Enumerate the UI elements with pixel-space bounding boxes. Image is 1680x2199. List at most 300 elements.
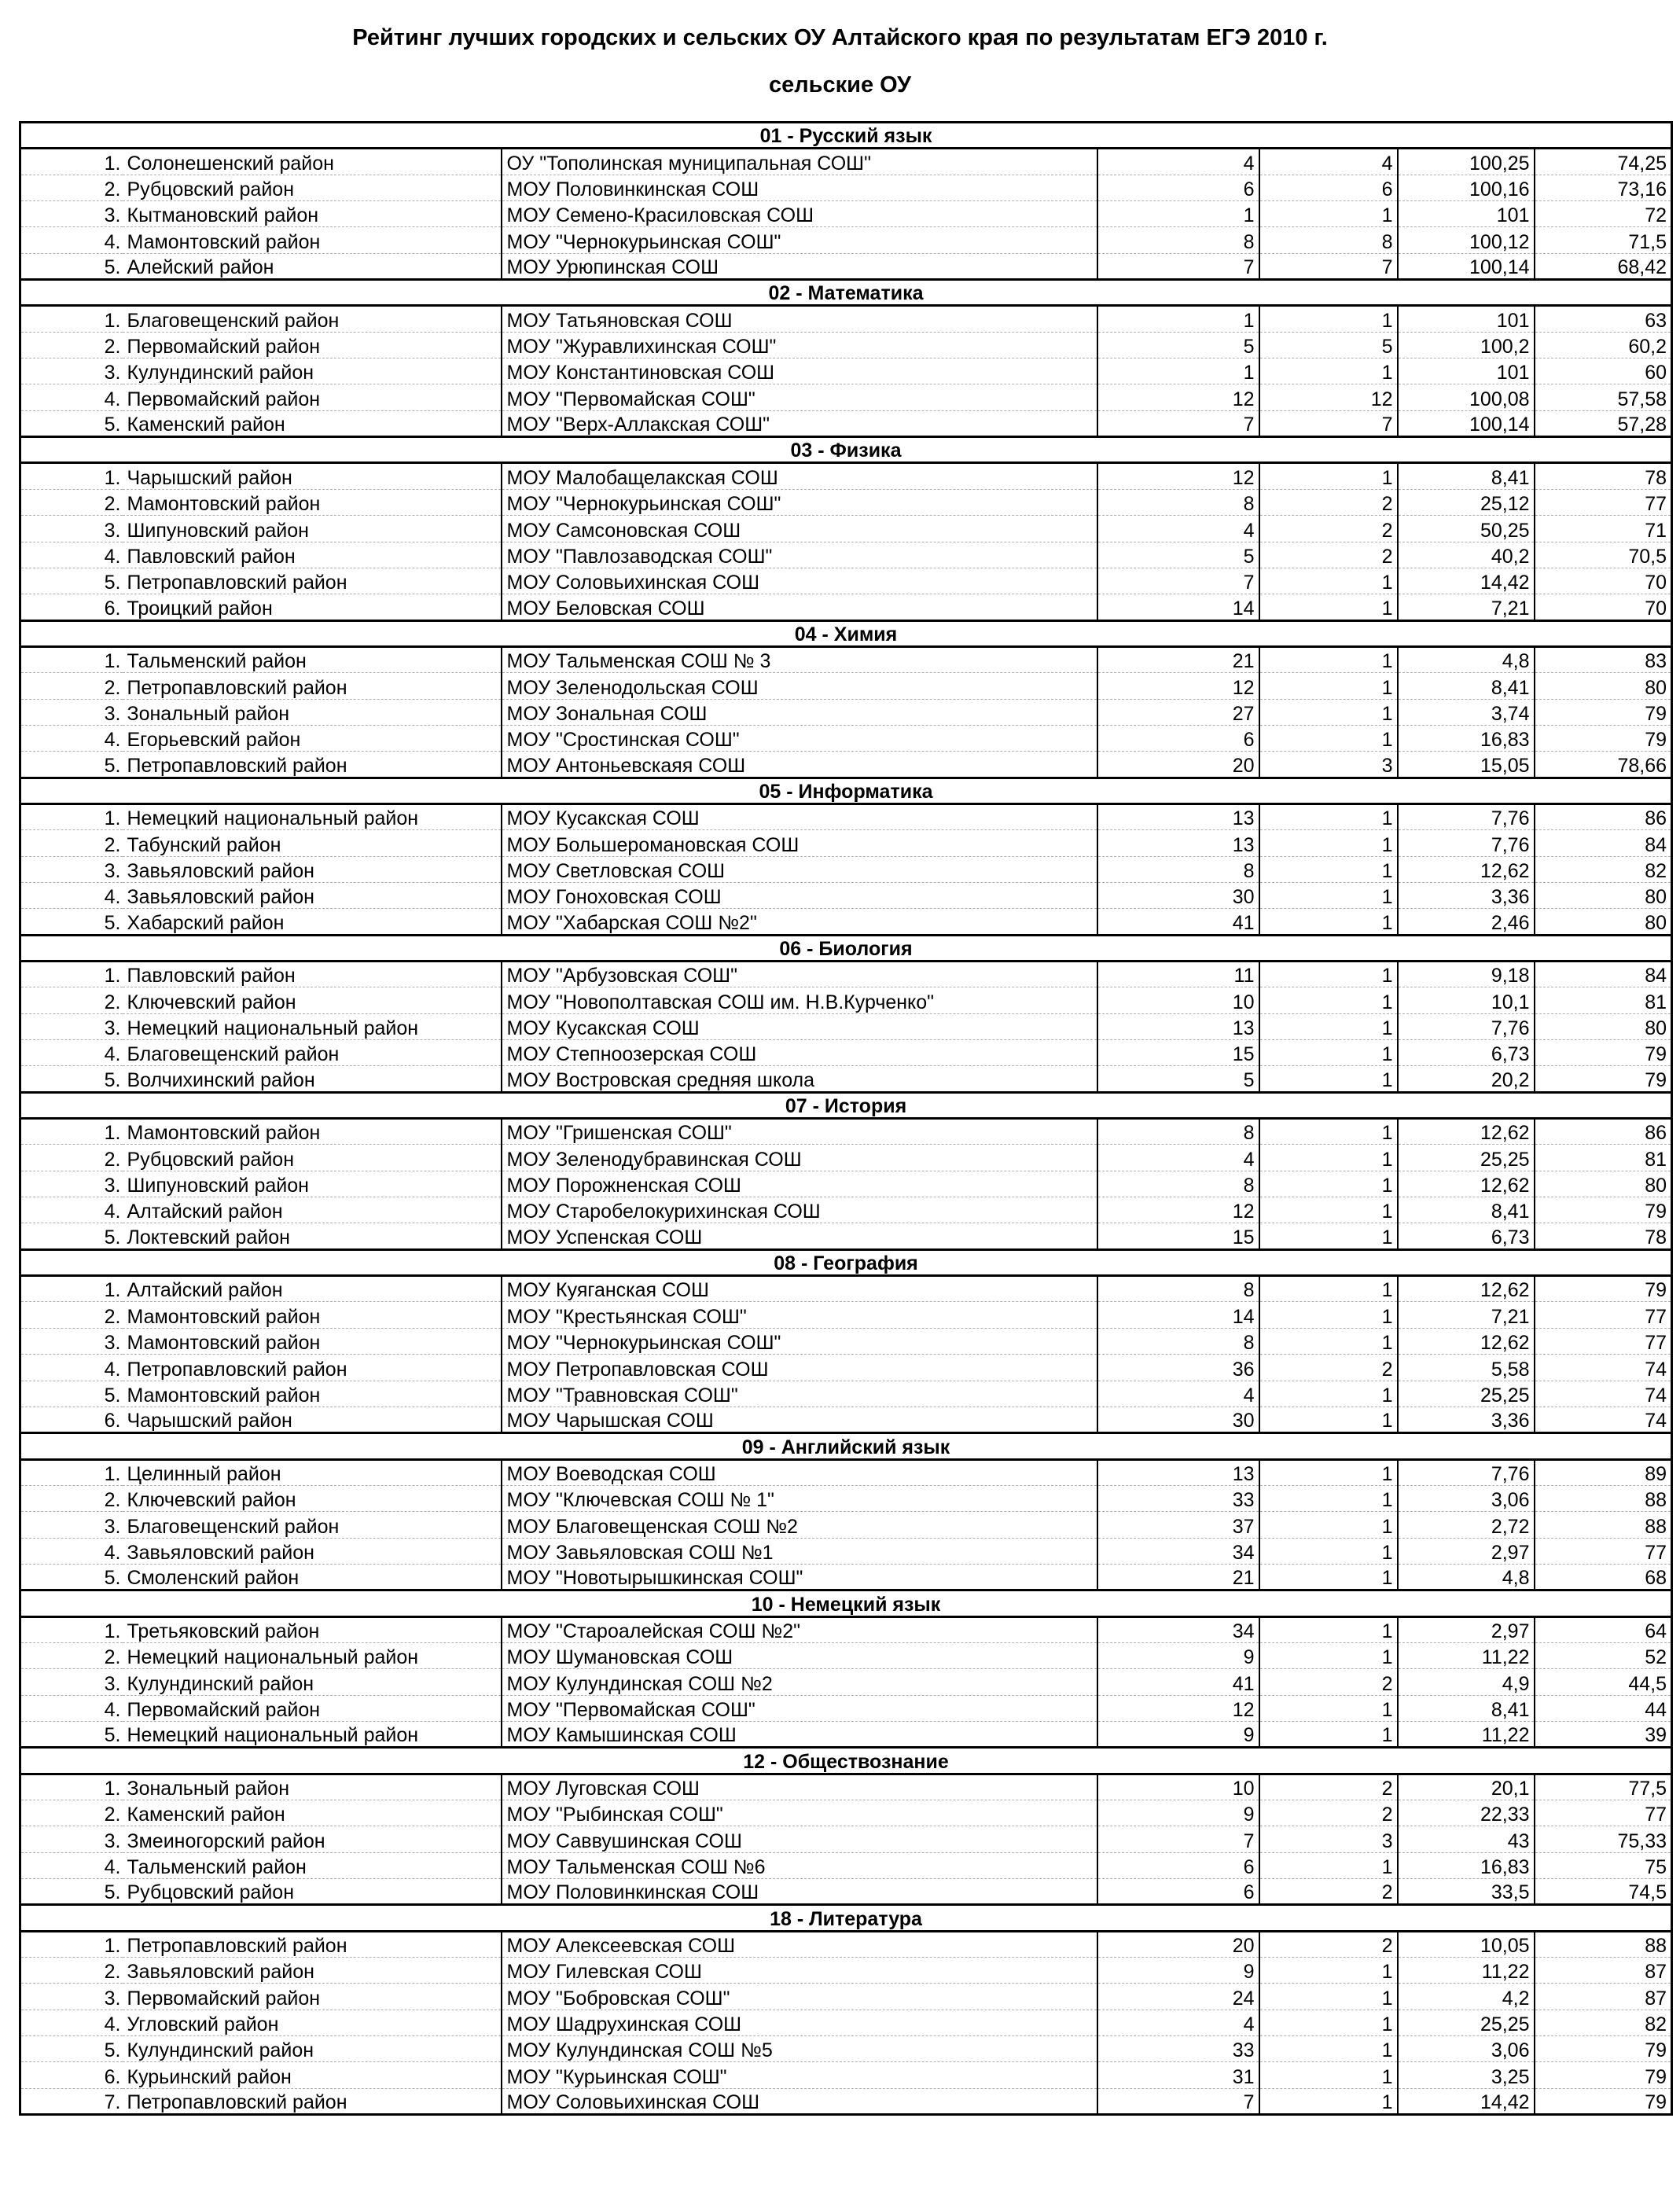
value-2-cell: 1	[1259, 882, 1398, 908]
value-2-cell: 1	[1259, 1066, 1398, 1092]
value-3-cell: 12,62	[1398, 1119, 1535, 1145]
school-cell: МОУ Половинкинская СОШ	[502, 1879, 1097, 1905]
district-cell: Егорьевский район	[123, 725, 502, 751]
value-1-cell: 8	[1097, 856, 1259, 882]
district-cell: Мамонтовский район	[123, 489, 502, 515]
value-4-cell: 79	[1535, 699, 1672, 725]
school-cell: МОУ "Курьинская СОШ"	[502, 2062, 1097, 2088]
rank-cell: 1.	[20, 1931, 123, 1957]
school-cell: МОУ Кулундинская СОШ №2	[502, 1669, 1097, 1695]
value-3-cell: 3,06	[1398, 2036, 1535, 2062]
rank-cell: 4.	[20, 725, 123, 751]
district-cell: Благовещенский район	[123, 1512, 502, 1538]
value-4-cell: 81	[1535, 1145, 1672, 1171]
table-row	[20, 1721, 1672, 1747]
value-1-cell: 13	[1097, 1459, 1259, 1485]
rank-cell: 2.	[20, 673, 123, 699]
value-3-cell: 10,1	[1398, 987, 1535, 1013]
value-4-cell: 75,33	[1535, 1826, 1672, 1852]
district-cell: Зональный район	[123, 1774, 502, 1800]
school-cell: МОУ "Рыбинская СОШ"	[502, 1800, 1097, 1826]
subject-header-row	[20, 123, 1672, 149]
value-4-cell: 79	[1535, 1197, 1672, 1223]
school-cell: МОУ "Новополтавская СОШ им. Н.В.Курченко"	[502, 987, 1097, 1013]
table-row	[20, 227, 1672, 253]
value-2-cell: 1	[1259, 2036, 1398, 2062]
value-1-cell: 30	[1097, 882, 1259, 908]
district-cell: Немецкий национальный район	[123, 1721, 502, 1747]
school-cell: МОУ Завьяловская СОШ №1	[502, 1538, 1097, 1564]
value-2-cell: 7	[1259, 410, 1398, 436]
value-1-cell: 14	[1097, 1302, 1259, 1328]
value-4-cell: 77,5	[1535, 1774, 1672, 1800]
school-cell: МОУ "Журавлихинская СОШ"	[502, 332, 1097, 358]
value-2-cell: 1	[1259, 1197, 1398, 1223]
subject-heading: 04 - Химия	[20, 620, 1672, 646]
rank-cell: 4.	[20, 384, 123, 410]
subject-heading: 05 - Информатика	[20, 778, 1672, 803]
value-4-cell: 77	[1535, 1302, 1672, 1328]
value-1-cell: 20	[1097, 1931, 1259, 1957]
school-cell: МОУ Кусакская СОШ	[502, 1013, 1097, 1039]
value-4-cell: 57,58	[1535, 384, 1672, 410]
school-cell: МОУ Зеленодубравинская СОШ	[502, 1145, 1097, 1171]
value-1-cell: 6	[1097, 725, 1259, 751]
value-4-cell: 71	[1535, 516, 1672, 542]
value-3-cell: 7,76	[1398, 803, 1535, 829]
value-3-cell: 6,73	[1398, 1223, 1535, 1249]
school-cell: МОУ Старобелокурихинская СОШ	[502, 1197, 1097, 1223]
subject-heading: 09 - Английский язык	[20, 1433, 1672, 1459]
table-row	[20, 2010, 1672, 2035]
value-3-cell: 100,14	[1398, 410, 1535, 436]
rank-cell: 6.	[20, 594, 123, 620]
school-cell: МОУ "Чернокурьинская СОШ"	[502, 1328, 1097, 1354]
value-4-cell: 77	[1535, 1538, 1672, 1564]
value-2-cell: 3	[1259, 1826, 1398, 1852]
rank-cell: 3.	[20, 1171, 123, 1197]
subject-header-row	[20, 778, 1672, 803]
district-cell: Алтайский район	[123, 1197, 502, 1223]
table-row	[20, 149, 1672, 175]
rank-cell: 3.	[20, 1328, 123, 1354]
value-1-cell: 13	[1097, 830, 1259, 856]
value-2-cell: 4	[1259, 149, 1398, 175]
school-cell: МОУ Саввушинская СОШ	[502, 1826, 1097, 1852]
subject-header-row	[20, 1748, 1672, 1774]
value-1-cell: 12	[1097, 1695, 1259, 1721]
rank-cell: 1.	[20, 1276, 123, 1302]
district-cell: Каменский район	[123, 410, 502, 436]
value-1-cell: 41	[1097, 909, 1259, 935]
value-2-cell: 1	[1259, 1013, 1398, 1039]
value-3-cell: 22,33	[1398, 1800, 1535, 1826]
school-cell: МОУ "Арбузовская СОШ"	[502, 962, 1097, 987]
value-3-cell: 5,58	[1398, 1355, 1535, 1381]
value-3-cell: 11,22	[1398, 1721, 1535, 1747]
rank-cell: 5.	[20, 410, 123, 436]
value-3-cell: 14,42	[1398, 568, 1535, 594]
value-4-cell: 79	[1535, 1066, 1672, 1092]
rank-cell: 5.	[20, 1564, 123, 1590]
district-cell: Петропавловский район	[123, 2088, 502, 2114]
rank-cell: 2.	[20, 332, 123, 358]
value-4-cell: 81	[1535, 987, 1672, 1013]
table-row	[20, 410, 1672, 436]
value-1-cell: 7	[1097, 253, 1259, 279]
value-1-cell: 21	[1097, 646, 1259, 672]
value-2-cell: 6	[1259, 175, 1398, 200]
table-row	[20, 752, 1672, 778]
district-cell: Рубцовский район	[123, 1145, 502, 1171]
value-4-cell: 44,5	[1535, 1669, 1672, 1695]
value-4-cell: 79	[1535, 725, 1672, 751]
value-2-cell: 1	[1259, 1695, 1398, 1721]
district-cell: Петропавловский район	[123, 1355, 502, 1381]
table-row	[20, 856, 1672, 882]
value-3-cell: 7,76	[1398, 1459, 1535, 1485]
value-1-cell: 12	[1097, 384, 1259, 410]
district-cell: Угловский район	[123, 2010, 502, 2035]
school-cell: МОУ Зональная СОШ	[502, 699, 1097, 725]
value-4-cell: 73,16	[1535, 175, 1672, 200]
rank-cell: 6.	[20, 1407, 123, 1432]
value-3-cell: 11,22	[1398, 1958, 1535, 1984]
school-cell: МОУ Большеромановская СОШ	[502, 830, 1097, 856]
school-cell: МОУ "Новотырышкинская СОШ"	[502, 1564, 1097, 1590]
rank-cell: 4.	[20, 1852, 123, 1878]
table-row	[20, 1119, 1672, 1145]
value-3-cell: 2,72	[1398, 1512, 1535, 1538]
value-4-cell: 77	[1535, 1800, 1672, 1826]
value-1-cell: 4	[1097, 516, 1259, 542]
table-row	[20, 1276, 1672, 1302]
value-1-cell: 8	[1097, 489, 1259, 515]
table-row	[20, 253, 1672, 279]
value-1-cell: 37	[1097, 1512, 1259, 1538]
value-3-cell: 16,83	[1398, 1852, 1535, 1878]
value-3-cell: 4,8	[1398, 646, 1535, 672]
school-cell: МОУ Самсоновская СОШ	[502, 516, 1097, 542]
school-cell: МОУ "Хабарская СОШ №2"	[502, 909, 1097, 935]
table-row	[20, 1485, 1672, 1511]
school-cell: МОУ Востровская средняя школа	[502, 1066, 1097, 1092]
value-4-cell: 74,5	[1535, 1879, 1672, 1905]
value-3-cell: 2,97	[1398, 1616, 1535, 1642]
value-1-cell: 8	[1097, 1328, 1259, 1354]
district-cell: Благовещенский район	[123, 1040, 502, 1066]
value-1-cell: 8	[1097, 1276, 1259, 1302]
value-3-cell: 4,2	[1398, 1984, 1535, 2010]
value-2-cell: 12	[1259, 384, 1398, 410]
value-1-cell: 41	[1097, 1669, 1259, 1695]
value-3-cell: 9,18	[1398, 962, 1535, 987]
subject-header-row	[20, 935, 1672, 961]
value-2-cell: 1	[1259, 1852, 1398, 1878]
school-cell: МОУ "Первомайская СОШ"	[502, 1695, 1097, 1721]
value-2-cell: 1	[1259, 1642, 1398, 1668]
value-2-cell: 2	[1259, 1774, 1398, 1800]
value-3-cell: 12,62	[1398, 1171, 1535, 1197]
table-row	[20, 1040, 1672, 1066]
value-1-cell: 15	[1097, 1040, 1259, 1066]
subject-heading: 01 - Русский язык	[20, 123, 1672, 149]
subject-heading: 02 - Математика	[20, 280, 1672, 306]
rank-cell: 1.	[20, 1774, 123, 1800]
district-cell: Завьяловский район	[123, 1958, 502, 1984]
value-1-cell: 6	[1097, 1879, 1259, 1905]
value-2-cell: 1	[1259, 1459, 1398, 1485]
subject-header-row	[20, 1433, 1672, 1459]
value-1-cell: 20	[1097, 752, 1259, 778]
value-2-cell: 1	[1259, 962, 1398, 987]
table-row	[20, 1145, 1672, 1171]
rank-cell: 1.	[20, 306, 123, 332]
rank-cell: 2.	[20, 489, 123, 515]
district-cell: Тальменский район	[123, 646, 502, 672]
rank-cell: 6.	[20, 2062, 123, 2088]
table-row	[20, 882, 1672, 908]
table-row	[20, 516, 1672, 542]
table-row	[20, 1642, 1672, 1668]
value-1-cell: 11	[1097, 962, 1259, 987]
table-row	[20, 1826, 1672, 1852]
value-1-cell: 10	[1097, 987, 1259, 1013]
value-3-cell: 33,5	[1398, 1879, 1535, 1905]
value-4-cell: 86	[1535, 1119, 1672, 1145]
school-cell: МОУ Кусакская СОШ	[502, 803, 1097, 829]
page-title: Рейтинг лучших городских и сельских ОУ Алтайского края по результатам ЕГЭ 2010 г.	[352, 25, 1328, 50]
school-cell: МОУ Гоноховская СОШ	[502, 882, 1097, 908]
table-row	[20, 463, 1672, 489]
subject-heading: 10 - Немецкий язык	[20, 1590, 1672, 1616]
district-cell: Третьяковский район	[123, 1616, 502, 1642]
value-4-cell: 79	[1535, 2088, 1672, 2114]
value-4-cell: 70	[1535, 594, 1672, 620]
school-cell: МОУ Гилевская СОШ	[502, 1958, 1097, 1984]
district-cell: Завьяловский район	[123, 882, 502, 908]
school-cell: МОУ Луговская СОШ	[502, 1774, 1097, 1800]
school-cell: МОУ "Павлозаводская СОШ"	[502, 542, 1097, 568]
district-cell: Целинный район	[123, 1459, 502, 1485]
value-2-cell: 1	[1259, 1958, 1398, 1984]
table-row	[20, 594, 1672, 620]
school-cell: МОУ "Чернокурьинская СОШ"	[502, 227, 1097, 253]
value-2-cell: 1	[1259, 1407, 1398, 1432]
school-cell: МОУ "Ключевская СОШ № 1"	[502, 1485, 1097, 1511]
school-cell: МОУ Татьяновская СОШ	[502, 306, 1097, 332]
value-4-cell: 84	[1535, 962, 1672, 987]
value-1-cell: 21	[1097, 1564, 1259, 1590]
district-cell: Петропавловский район	[123, 673, 502, 699]
subject-heading: 18 - Литература	[20, 1905, 1672, 1931]
value-3-cell: 25,25	[1398, 1145, 1535, 1171]
rank-cell: 4.	[20, 1197, 123, 1223]
rank-cell: 3.	[20, 1669, 123, 1695]
value-4-cell: 80	[1535, 909, 1672, 935]
school-cell: МОУ "Верх-Аллакская СОШ"	[502, 410, 1097, 436]
district-cell: Первомайский район	[123, 1984, 502, 2010]
value-1-cell: 34	[1097, 1538, 1259, 1564]
subject-heading: 03 - Физика	[20, 437, 1672, 463]
rank-cell: 1.	[20, 463, 123, 489]
value-4-cell: 80	[1535, 1171, 1672, 1197]
value-4-cell: 80	[1535, 673, 1672, 699]
district-cell: Каменский район	[123, 1800, 502, 1826]
value-2-cell: 1	[1259, 2088, 1398, 2114]
school-cell: МОУ Соловьихинская СОШ	[502, 2088, 1097, 2114]
rank-cell: 2.	[20, 1302, 123, 1328]
rank-cell: 3.	[20, 856, 123, 882]
rank-cell: 1.	[20, 149, 123, 175]
table-row	[20, 1931, 1672, 1957]
value-2-cell: 1	[1259, 1302, 1398, 1328]
rank-cell: 2.	[20, 987, 123, 1013]
value-1-cell: 9	[1097, 1642, 1259, 1668]
value-3-cell: 7,76	[1398, 1013, 1535, 1039]
value-4-cell: 70,5	[1535, 542, 1672, 568]
rank-cell: 3.	[20, 699, 123, 725]
value-4-cell: 78,66	[1535, 752, 1672, 778]
value-2-cell: 1	[1259, 830, 1398, 856]
value-1-cell: 6	[1097, 1852, 1259, 1878]
school-cell: МОУ "Староалейская СОШ №2"	[502, 1616, 1097, 1642]
rank-cell: 5.	[20, 1381, 123, 1407]
district-cell: Мамонтовский район	[123, 1328, 502, 1354]
district-cell: Мамонтовский район	[123, 1381, 502, 1407]
value-1-cell: 8	[1097, 227, 1259, 253]
district-cell: Алейский район	[123, 253, 502, 279]
value-1-cell: 7	[1097, 1826, 1259, 1852]
district-cell: Благовещенский район	[123, 306, 502, 332]
school-cell: МОУ Успенская СОШ	[502, 1223, 1097, 1249]
school-cell: МОУ "Гришенская СОШ"	[502, 1119, 1097, 1145]
rank-cell: 1.	[20, 962, 123, 987]
value-1-cell: 6	[1097, 175, 1259, 200]
value-3-cell: 7,21	[1398, 1302, 1535, 1328]
value-1-cell: 7	[1097, 410, 1259, 436]
value-4-cell: 63	[1535, 306, 1672, 332]
school-cell: МОУ Порожненская СОШ	[502, 1171, 1097, 1197]
value-3-cell: 101	[1398, 201, 1535, 227]
table-row	[20, 384, 1672, 410]
value-1-cell: 13	[1097, 1013, 1259, 1039]
district-cell: Алтайский район	[123, 1276, 502, 1302]
table-row	[20, 1355, 1672, 1381]
rank-cell: 7.	[104, 2091, 121, 2114]
value-1-cell: 24	[1097, 1984, 1259, 2010]
value-2-cell: 1	[1259, 359, 1398, 384]
rank-cell: 2.	[20, 175, 123, 200]
rank-cell: 5.	[20, 752, 123, 778]
value-4-cell: 77	[1535, 489, 1672, 515]
school-cell: МОУ Тальменская СОШ № 3	[502, 646, 1097, 672]
value-1-cell: 31	[1097, 2062, 1259, 2088]
subject-header-row	[20, 1905, 1672, 1931]
value-4-cell: 74	[1535, 1355, 1672, 1381]
table-row	[20, 1223, 1672, 1249]
value-3-cell: 100,14	[1398, 253, 1535, 279]
school-cell: МОУ Соловьихинская СОШ	[502, 568, 1097, 594]
school-cell: МОУ Семено-Красиловская СОШ	[502, 201, 1097, 227]
value-4-cell: 82	[1535, 856, 1672, 882]
value-4-cell: 79	[1535, 2036, 1672, 2062]
value-3-cell: 50,25	[1398, 516, 1535, 542]
subject-heading: 12 - Обществознание	[20, 1748, 1672, 1774]
value-2-cell: 1	[1259, 646, 1398, 672]
value-1-cell: 5	[1097, 542, 1259, 568]
value-3-cell: 25,25	[1398, 2010, 1535, 2035]
value-2-cell: 2	[1259, 1931, 1398, 1957]
table-row	[20, 1459, 1672, 1485]
value-3-cell: 12,62	[1398, 1276, 1535, 1302]
table-row	[20, 1984, 1672, 2010]
value-2-cell: 1	[1259, 1485, 1398, 1511]
value-2-cell: 2	[1259, 1879, 1398, 1905]
value-4-cell: 88	[1535, 1512, 1672, 1538]
rank-cell: 2.	[20, 1958, 123, 1984]
rank-cell: 3.	[20, 1826, 123, 1852]
table-row	[20, 568, 1672, 594]
district-cell: Первомайский район	[123, 384, 502, 410]
value-4-cell: 88	[1535, 1931, 1672, 1957]
table-row	[20, 1328, 1672, 1354]
value-4-cell: 86	[1535, 803, 1672, 829]
value-3-cell: 100,2	[1398, 332, 1535, 358]
school-cell: МОУ Светловская СОШ	[502, 856, 1097, 882]
district-cell: Первомайский район	[123, 332, 502, 358]
value-4-cell: 88	[1535, 1485, 1672, 1511]
value-3-cell: 100,25	[1398, 149, 1535, 175]
page-subtitle: сельские ОУ	[768, 72, 912, 97]
value-3-cell: 8,41	[1398, 1197, 1535, 1223]
rank-cell: 4.	[20, 1355, 123, 1381]
value-4-cell: 80	[1535, 882, 1672, 908]
value-1-cell: 7	[1097, 2088, 1259, 2114]
value-2-cell: 1	[1259, 1564, 1398, 1590]
district-cell: Зональный район	[123, 699, 502, 725]
district-cell: Кулундинский район	[123, 1669, 502, 1695]
table-row	[20, 803, 1672, 829]
school-cell: МОУ Константиновская СОШ	[502, 359, 1097, 384]
value-4-cell: 79	[1535, 2062, 1672, 2088]
value-4-cell: 87	[1535, 1958, 1672, 1984]
rank-cell: 5.	[20, 1879, 123, 1905]
district-cell: Змеиногорский район	[123, 1826, 502, 1852]
table-row	[20, 699, 1672, 725]
district-cell: Хабарский район	[123, 909, 502, 935]
value-3-cell: 3,36	[1398, 1407, 1535, 1432]
district-cell: Кулундинский район	[123, 359, 502, 384]
table-row	[20, 1616, 1672, 1642]
school-cell: МОУ Степноозерская СОШ	[502, 1040, 1097, 1066]
district-cell: Волчихинский район	[123, 1066, 502, 1092]
value-1-cell: 36	[1097, 1355, 1259, 1381]
value-3-cell: 7,76	[1398, 830, 1535, 856]
value-2-cell: 1	[1259, 803, 1398, 829]
district-cell: Ключевский район	[123, 1485, 502, 1511]
value-4-cell: 83	[1535, 646, 1672, 672]
value-3-cell: 2,97	[1398, 1538, 1535, 1564]
value-3-cell: 3,36	[1398, 882, 1535, 908]
school-cell: МОУ Воеводская СОШ	[502, 1459, 1097, 1485]
district-cell: Кулундинский район	[123, 2036, 502, 2062]
district-cell: Завьяловский район	[123, 856, 502, 882]
district-cell: Троицкий район	[123, 594, 502, 620]
value-2-cell: 5	[1259, 332, 1398, 358]
value-3-cell: 20,2	[1398, 1066, 1535, 1092]
value-2-cell: 1	[1259, 1145, 1398, 1171]
